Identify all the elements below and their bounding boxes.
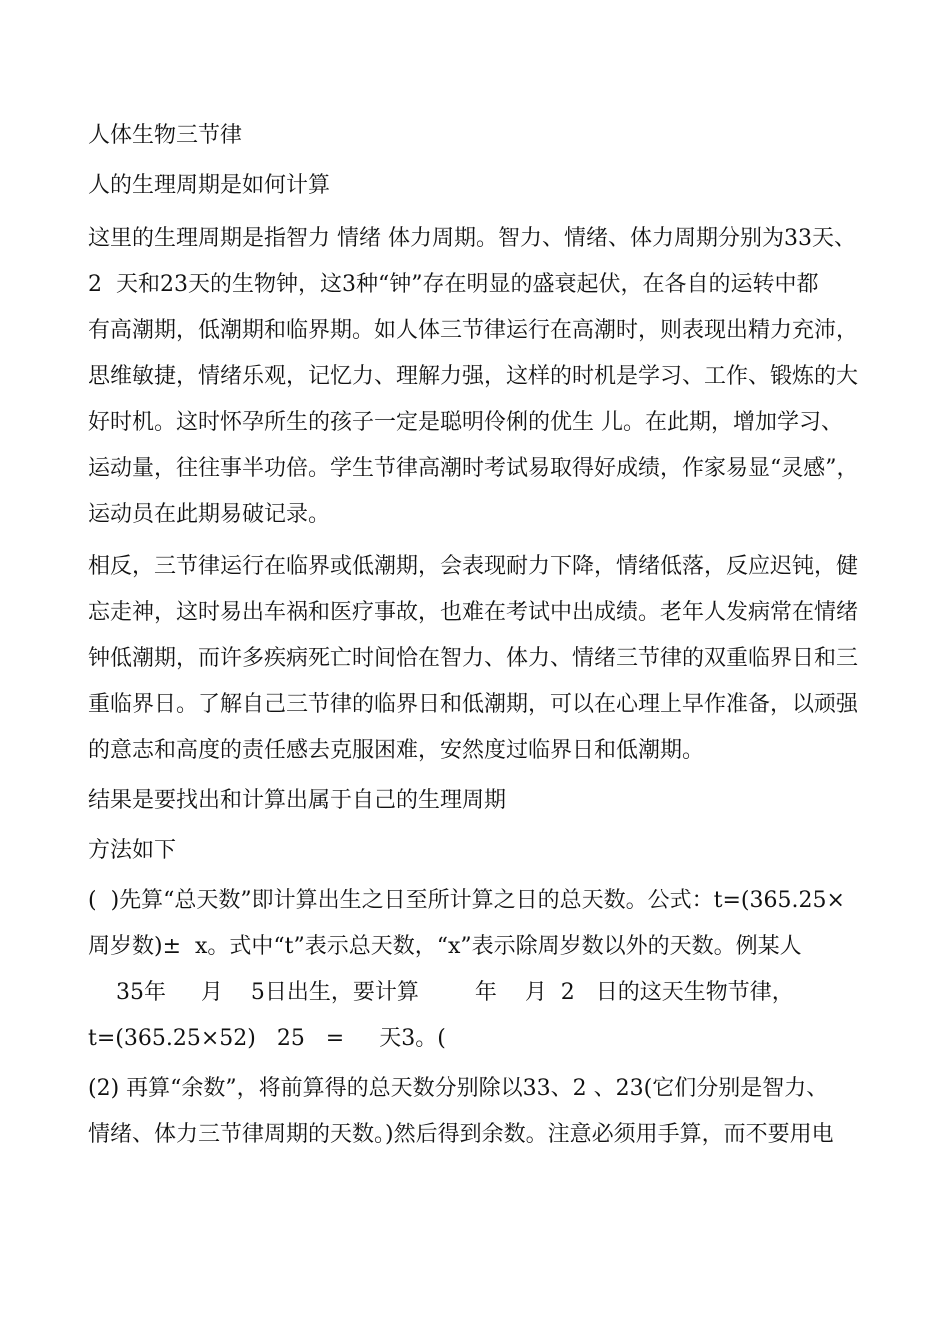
paragraph-line: 情绪、体力三节律周期的天数。)然后得到余数。注意必须用手算，而不要用电 bbox=[88, 1122, 834, 1147]
paragraph-line: 有高潮期，低潮期和临界期。如人体三节律运行在高潮时，则表现出精力充沛， bbox=[88, 318, 859, 343]
paragraph-line: (2) 再算“余数”，将前算得的总天数分别除以33、2 、23(它们分别是智力、 bbox=[88, 1076, 829, 1101]
paragraph-line: 2 天和23天的生物钟，这3种“钟”存在明显的盛衰起伏，在各自的运转中都 bbox=[88, 272, 819, 297]
paragraph-line: 忘走神，这时易出车祸和医疗事故，也难在考试中出成绩。老年人发病常在情绪 bbox=[88, 600, 859, 625]
paragraph-line: 这里的生理周期是指智力 情绪 体力周期。智力、情绪、体力周期分别为33天、 bbox=[88, 226, 856, 251]
section-heading: 结果是要找出和计算出属于自己的生理周期 bbox=[88, 788, 507, 813]
paragraph-line: 的意志和高度的责任感去克服困难，安然度过临界日和低潮期。 bbox=[88, 738, 705, 763]
paragraph-line: 钟低潮期，而许多疾病死亡时间恰在智力、体力、情绪三节律的双重临界日和三 bbox=[88, 646, 859, 671]
doc-subtitle: 人的生理周期是如何计算 bbox=[88, 173, 331, 198]
paragraph-line: 周岁数)± x。式中“t”表示总天数，“x”表示除周岁数以外的天数。例某人 bbox=[88, 934, 802, 959]
paragraph-line: 运动员在此期易破记录。 bbox=[88, 502, 331, 527]
paragraph-line: 相反，三节律运行在临界或低潮期，会表现耐力下降，情绪低落，反应迟钝，健 bbox=[88, 554, 859, 579]
paragraph-line: 思维敏捷，情绪乐观，记忆力、理解力强，这样的时机是学习、工作、锻炼的大 bbox=[88, 364, 859, 389]
paragraph-line: 35年 月 5日出生，要计算 年 月 2 日的这天生物节律， bbox=[88, 980, 794, 1005]
section-heading: 方法如下 bbox=[88, 838, 177, 863]
paragraph-line: t=(365.25×52) 25 = 天3。( bbox=[88, 1026, 446, 1051]
paragraph-line: 运动量，往往事半功倍。学生节律高潮时考试易取得好成绩，作家易显“灵感”， bbox=[88, 456, 859, 481]
paragraph-line: ( )先算“总天数”即计算出生之日至所计算之日的总天数。公式：t=(365.25× bbox=[88, 888, 845, 913]
doc-title: 人体生物三节律 bbox=[88, 123, 243, 148]
paragraph-line: 重临界日。了解自己三节律的临界日和低潮期，可以在心理上早作准备，以顽强 bbox=[88, 692, 859, 717]
paragraph-line: 好时机。这时怀孕所生的孩子一定是聪明伶俐的优生 儿。在此期，增加学习、 bbox=[88, 410, 843, 435]
